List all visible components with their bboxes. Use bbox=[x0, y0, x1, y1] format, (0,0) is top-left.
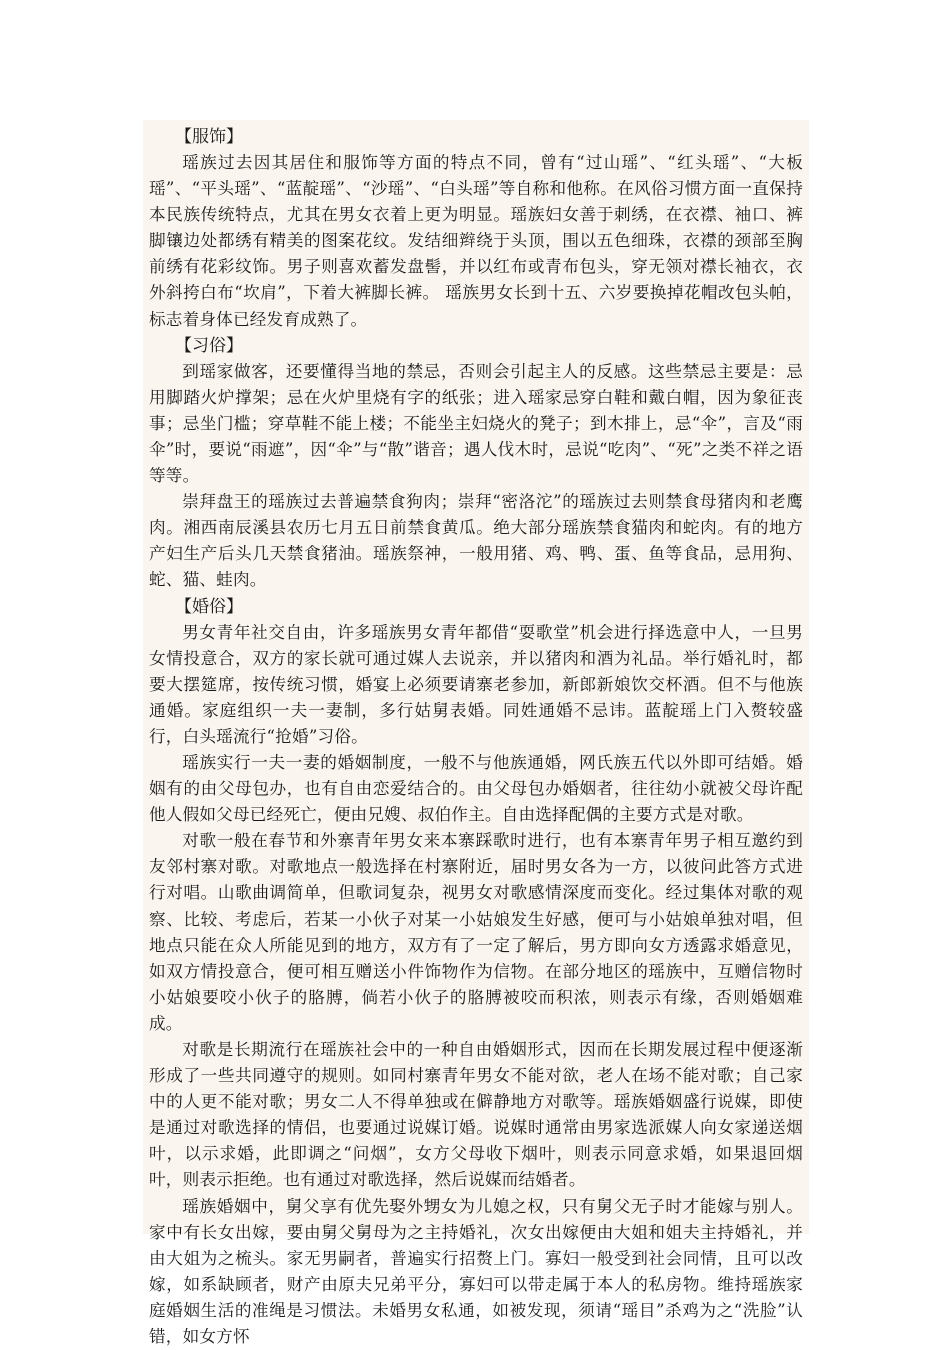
section-heading-clothing: 【服饰】 bbox=[175, 127, 243, 147]
paragraph: 对歌是长期流行在瑶族社会中的一种自由婚姻形式，因而在长期发展过程中便逐渐形成了一些共同遵守的规则。如同村寨青年男女不能对欲，老人在场不能对歌；自己家中的人更不能对歌；男女二人不得单独或在僻静地方对歌等。瑶族婚姻盛行说媒，即使是通过对歌选择的情侣，也要通过说媒订婚。说媒时通常由男家选派媒人向女家递送烟叶，以示求婚，此即调之“问烟”，女方父母收下烟叶，则表示同意求婚，如果退回烟叶，则表示拒绝。也有通过对歌选择，然后说媒而结婚者。 bbox=[149, 1040, 803, 1190]
paragraph: 瑶族实行一夫一妻的婚姻制度，一般不与他族通婚，网氏族五代以外即可结婚。婚姻有的由父母包办，也有自由恋爱结合的。由父母包办婚姻者，往往幼小就被父母许配他人假如父母已经死亡，便由兄嫂、叔伯作主。自由选择配偶的主要方式是对歌。 bbox=[149, 752, 803, 825]
paragraph: 对歌一般在春节和外寨青年男女来本寨踩歌时进行，也有本寨青年男子相互邀约到友邻村寨对歌。对歌地点一般选择在村寨附近，届时男女各为一方，以彼问此答方式进行对唱。山歌曲调简单，但歌词复杂，视男女对歌感情深度而变化。经过集体对歌的观察、比较、考虑后，若某一小伙子对某一小姑娘发生好感，便可与小姑娘单独对唱，但地点只能在众人所能见到的地方，双方有了一定了解后，男方即向女方透露求婚意见，如双方情投意合，便可相互赠送小件饰物作为信物。在部分地区的瑶族中，互赠信物时小姑娘要咬小伙子的胳膊，倘若小伙子的胳膊被咬而积浓，则表示有缘，否则婚姻难成。 bbox=[149, 831, 803, 1033]
document-page bbox=[143, 120, 809, 1347]
paragraph: 到瑶家做客，还要懂得当地的禁忌，否则会引起主人的反感。这些禁忌主要是：忌用脚踏火炉撑架；忌在火炉里烧有字的纸张；进入瑶家忌穿白鞋和戴白帽，因为象征丧事；忌坐门槛；穿草鞋不能上楼；不能坐主妇烧火的凳子；到木排上，忌“伞”，言及“雨伞”时，要说“雨遮”，因“伞”与“散”谐音；遇人伐木时，忌说“吃肉”、“死”之类不祥之语等等。 bbox=[149, 361, 803, 486]
section-heading-marriage: 【婚俗】 bbox=[175, 596, 243, 617]
paragraph: 崇拜盘王的瑶族过去普遍禁食狗肉；崇拜“密洛沱”的瑶族过去则禁食母猪肉和老鹰肉。湘西南辰溪县农历七月五日前禁食黄瓜。绝大部分瑶族禁食猫肉和蛇肉。有的地方产妇生产后头几天禁食猪油。瑶族祭神，一般用猪、鸡、鸭、蛋、鱼等食品，忌用狗、蛇、猫、蛙肉。 bbox=[149, 492, 803, 590]
paragraph: 男女青年社交自由，许多瑶族男女青年都借“耍歌堂”机会进行择选意中人，一旦男女情投意合，双方的家长就可通过媒人去说亲，并以猪肉和酒为礼品。举行婚礼时，都要大摆筵席，按传统习惯，婚宴上必须要请寨老参加，新郎新娘饮交杯酒。但不与他族通婚。家庭组织一夫一妻制，多行姑舅表婚。同姓通婚不忌讳。蓝靛瑶上门入赘较盛行，白头瑶流行“抢婚”习俗。 bbox=[149, 622, 803, 746]
paragraph: 瑶族婚姻中，舅父享有优先娶外甥女为儿媳之权，只有舅父无子时才能嫁与别人。家中有长女出嫁，要由舅父舅母为之主持婚礼，次女出嫁便由大姐和姐夫主持婚礼，并由大姐为之梳头。家无男嗣者，普遍实行招赘上门。寡妇一般受到社会同情，且可以改嫁，如系缺顾者，财产由原夫兄弟平分，寡妇可以带走属于本人的私房物。维持瑶族家庭婚姻生活的准绳是习惯法。未婚男女私通，如被发现，须请“瑶目”杀鸡为之“洗脸”认错，如女方怀 bbox=[149, 1196, 803, 1347]
paragraph: 瑶族过去因其居住和服饰等方面的特点不同，曾有“过山瑶”、“红头瑶”、“大板瑶”、“平头瑶”、“蓝靛瑶”、“沙瑶”、“白头瑶”等自称和他称。在风俗习惯方面一直保持本民族传统特点，尤其在男女衣着上更为明显。瑶族妇女善于刺绣，在衣襟、袖口、裤脚镶边处都绣有精美的图案花纹。发结细辫绕于头顶，围以五色细珠，衣襟的颈部至胸前绣有花彩纹饰。男子则喜欢蓄发盘髻，并以红布或青布包头，穿无领对襟长袖衣，衣外斜挎白布“坎肩”，下着大裤脚长裤。 瑶族男女长到十五、六岁要换掉花帽改包头帕，标志着身体已经发育成熟了。 bbox=[149, 153, 803, 329]
section-heading-customs: 【习俗】 bbox=[175, 335, 243, 356]
